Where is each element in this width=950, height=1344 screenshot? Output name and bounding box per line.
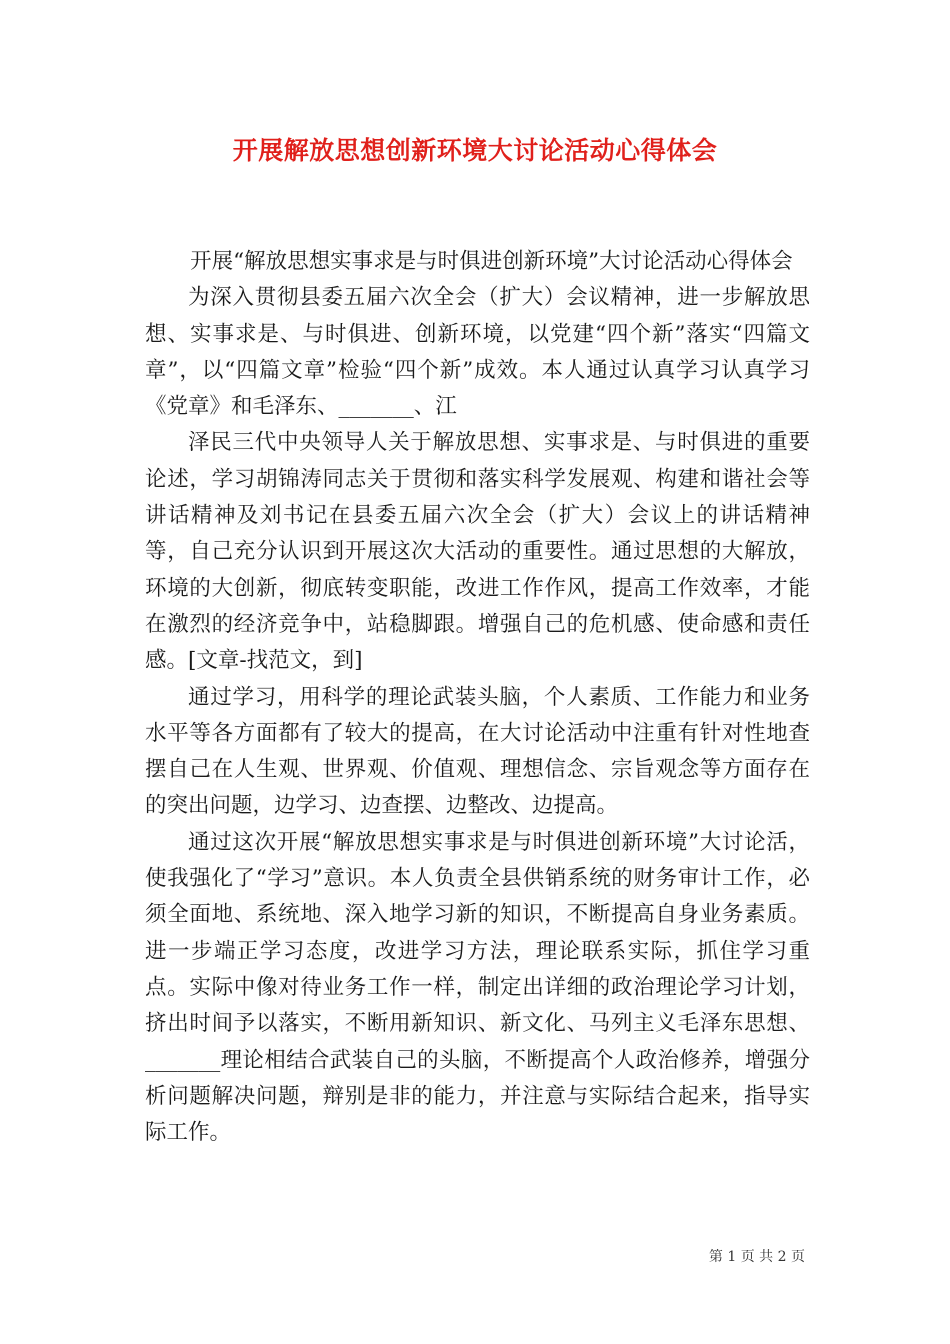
paragraph-1: 为深入贯彻县委五届六次全会（扩大）会议精神，进一步解放思想、实事求是、与时俱进、创新环境，以党建“四个新”落实“四篇文章”，以“四篇文章”检验“四个新”成效。本人通过认真学习认真学习《党章》和毛泽东、_______、江 bbox=[145, 285, 810, 420]
page-number-footer: 第 1 页 共 2 页 bbox=[708, 1249, 805, 1265]
document-body bbox=[145, 244, 810, 1151]
paragraph-3: 通过学习，用科学的理论武装头脑，个人素质、工作能力和业务水平等各方面都有了较大的提高，在大讨论活动中注重有针对性地查摆自己在人生观、世界观、价值观、理想信念、宗旨观念等方面存在的突出问题，边学习、边查摆、边整改、边提高。 bbox=[145, 684, 810, 819]
paragraph-2: 泽民三代中央领导人关于解放思想、实事求是、与时俱进的重要论述，学习胡锦涛同志关于贯彻和落实科学发展观、构建和谐社会等讲话精神及刘书记在县委五届六次全会（扩大）会议上的讲话精神等，自己充分认识到开展这次大活动的重要性。通过思想的大解放，环境的大创新，彻底转变职能，改进工作作风，提高工作效率，才能在激烈的经济竞争中，站稳脚跟。增强自己的危机感、使命感和责任感。[文章-找范文，到] bbox=[145, 430, 810, 674]
paragraph-4: 通过这次开展“解放思想实事求是与时俱进创新环境”大讨论活，使我强化了“学习”意识。本人负责全县供销系统的财务审计工作，必须全面地、系统地、深入地学习新的知识，不断提高自身业务素质。进一步端正学习态度，改进学习方法，理论联系实际，抓住学习重点。实际中像对待业务工作一样，制定出详细的政治理论学习计划，挤出时间予以落实，不断用新知识、新文化、马列主义毛泽东思想、_______理论相结合武装自己的头脑，不断提高个人政治修养，增强分析问题解决问题，辩别是非的能力，并注意与实际结合起来，指导实际工作。 bbox=[145, 829, 810, 1146]
document-title: 开展解放思想创新环境大讨论活动心得体会 bbox=[232, 136, 718, 165]
document-subtitle: 开展“解放思想实事求是与时俱进创新环境”大讨论活动心得体会 bbox=[190, 249, 793, 274]
